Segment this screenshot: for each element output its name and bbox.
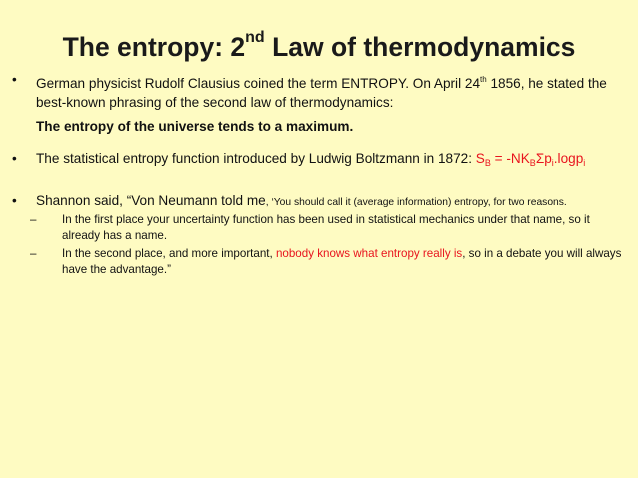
second-reason-a: In the second place, and more important,	[62, 247, 276, 260]
clausius-statement: The entropy of the universe tends to a maximum.	[36, 119, 354, 134]
bullet-marker: •	[12, 193, 17, 208]
sub-bullet-marker: –	[30, 247, 37, 260]
title-text-rest: Law of thermodynamics	[264, 31, 576, 62]
bullet-marker: •	[12, 72, 17, 87]
bullet-marker: •	[12, 151, 17, 166]
second-reason-b: , so in a debate you will always have the advantage.”	[62, 247, 622, 276]
formula-sub-b2: B	[529, 158, 536, 168]
formula-sub-b: B	[484, 158, 491, 168]
bullet-boltzmann-text	[36, 149, 636, 173]
formula-nk: = -NK	[490, 151, 530, 166]
formula-sub-i: i	[551, 158, 554, 168]
formula-sub-i2: i	[583, 158, 586, 168]
bullet-shannon-text	[36, 191, 636, 212]
clausius-superscript: th	[480, 75, 487, 84]
shannon-quote-small: , ‘You should call it (average information) entropy, for two reasons.	[265, 197, 567, 208]
first-reason-text: In the first place your uncertainty function has been used in statistical mechanics under that name, so it already has a name.	[62, 213, 590, 242]
slide-title	[0, 24, 638, 65]
boltzmann-formula	[476, 151, 585, 166]
shannon-text: Shannon said, “Von Neumann told me	[36, 193, 266, 208]
clausius-text-b: 1856, he stated the best-known phrasing of the second law of thermodynamics:	[36, 76, 607, 110]
title-text: The entropy: 2	[62, 31, 246, 62]
clausius-text-a: German physicist Rudolf Clausius coined the term ENTROPY. On April 24	[36, 76, 480, 91]
sub-bullet-marker: –	[30, 213, 37, 226]
title-superscript: nd	[245, 29, 265, 46]
formula-sigma: Σp	[535, 151, 552, 166]
second-reason-text	[62, 246, 622, 278]
formula-log: .logp	[553, 151, 584, 166]
second-reason-highlight: nobody knows what entropy really is	[275, 247, 463, 260]
bullet-clausius-text	[36, 70, 626, 136]
boltzmann-text: The statistical entropy function introduced by Ludwig Boltzmann in 1872:	[36, 151, 476, 166]
formula-s: S	[475, 151, 485, 166]
